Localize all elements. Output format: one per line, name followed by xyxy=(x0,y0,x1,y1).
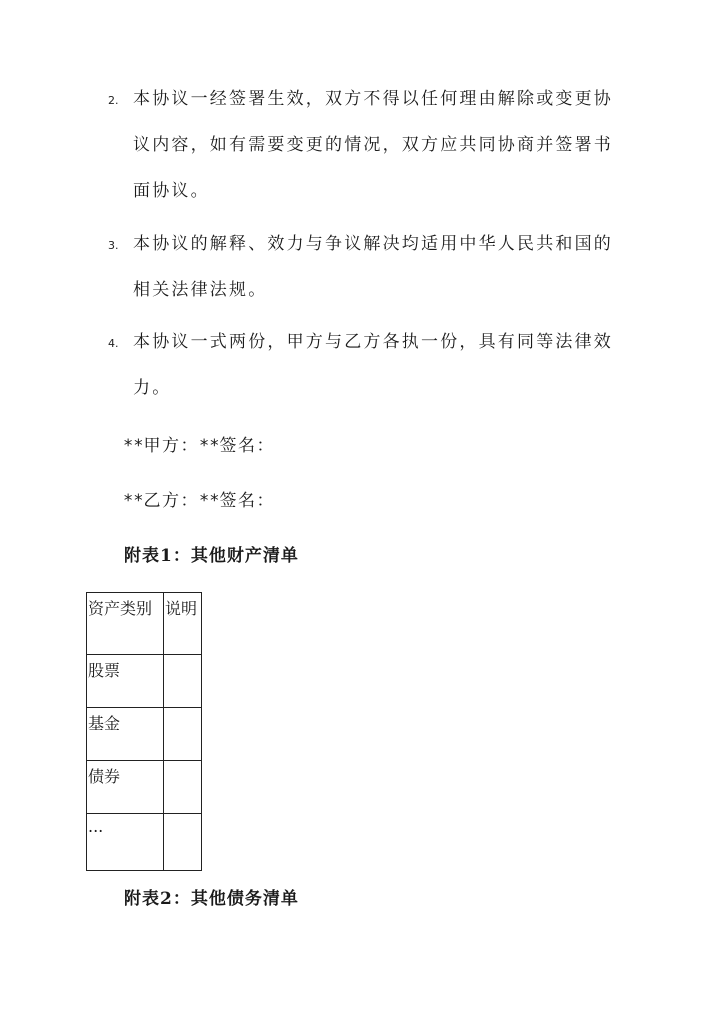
table-row xyxy=(87,655,202,708)
header-cell-description: 说明 xyxy=(164,593,202,655)
bold-marker: ** xyxy=(198,436,220,456)
appendix-1-title: 附表1：其他财产清单 xyxy=(124,546,299,566)
appendix-2-title: 附表2：其他债务清单 xyxy=(124,889,299,909)
signature-line-party-b xyxy=(123,486,275,511)
clause-text: 本协议一经签署生效，双方不得以任何理由解除或变更协议内容，如有需要变更的情况，双方应共同协商并签署书面协议。 xyxy=(133,89,613,201)
description-cell xyxy=(164,708,202,761)
clause-number: 2. xyxy=(108,94,119,107)
party-label: 甲方： xyxy=(143,436,199,456)
signature-line-party-a xyxy=(123,431,275,456)
header-cell-asset-type: 资产类别 xyxy=(87,593,164,655)
table-row xyxy=(87,708,202,761)
asset-type-cell: 股票 xyxy=(87,655,164,708)
bold-marker: ** xyxy=(123,436,144,456)
signature-label: 签名： xyxy=(219,491,275,511)
clause-number: 3. xyxy=(108,239,119,252)
asset-type-cell: 债券 xyxy=(87,761,164,814)
bold-marker: ** xyxy=(198,491,220,511)
asset-type-cell: ... xyxy=(87,814,164,871)
signature-label: 签名： xyxy=(219,436,275,456)
asset-type-cell: 基金 xyxy=(87,708,164,761)
table-header-row xyxy=(87,593,202,655)
clause-text: 本协议的解释、效力与争议解决均适用中华人民共和国的相关法律法规。 xyxy=(133,234,613,300)
description-cell xyxy=(164,814,202,871)
party-label: 乙方： xyxy=(143,491,199,511)
description-cell xyxy=(164,761,202,814)
table-row xyxy=(87,814,202,871)
bold-marker: ** xyxy=(123,491,144,511)
other-assets-table xyxy=(86,592,202,871)
description-cell xyxy=(164,655,202,708)
clause-number: 4. xyxy=(108,337,119,350)
clause-text: 本协议一式两份，甲方与乙方各执一份，具有同等法律效力。 xyxy=(133,332,613,398)
table-row xyxy=(87,761,202,814)
